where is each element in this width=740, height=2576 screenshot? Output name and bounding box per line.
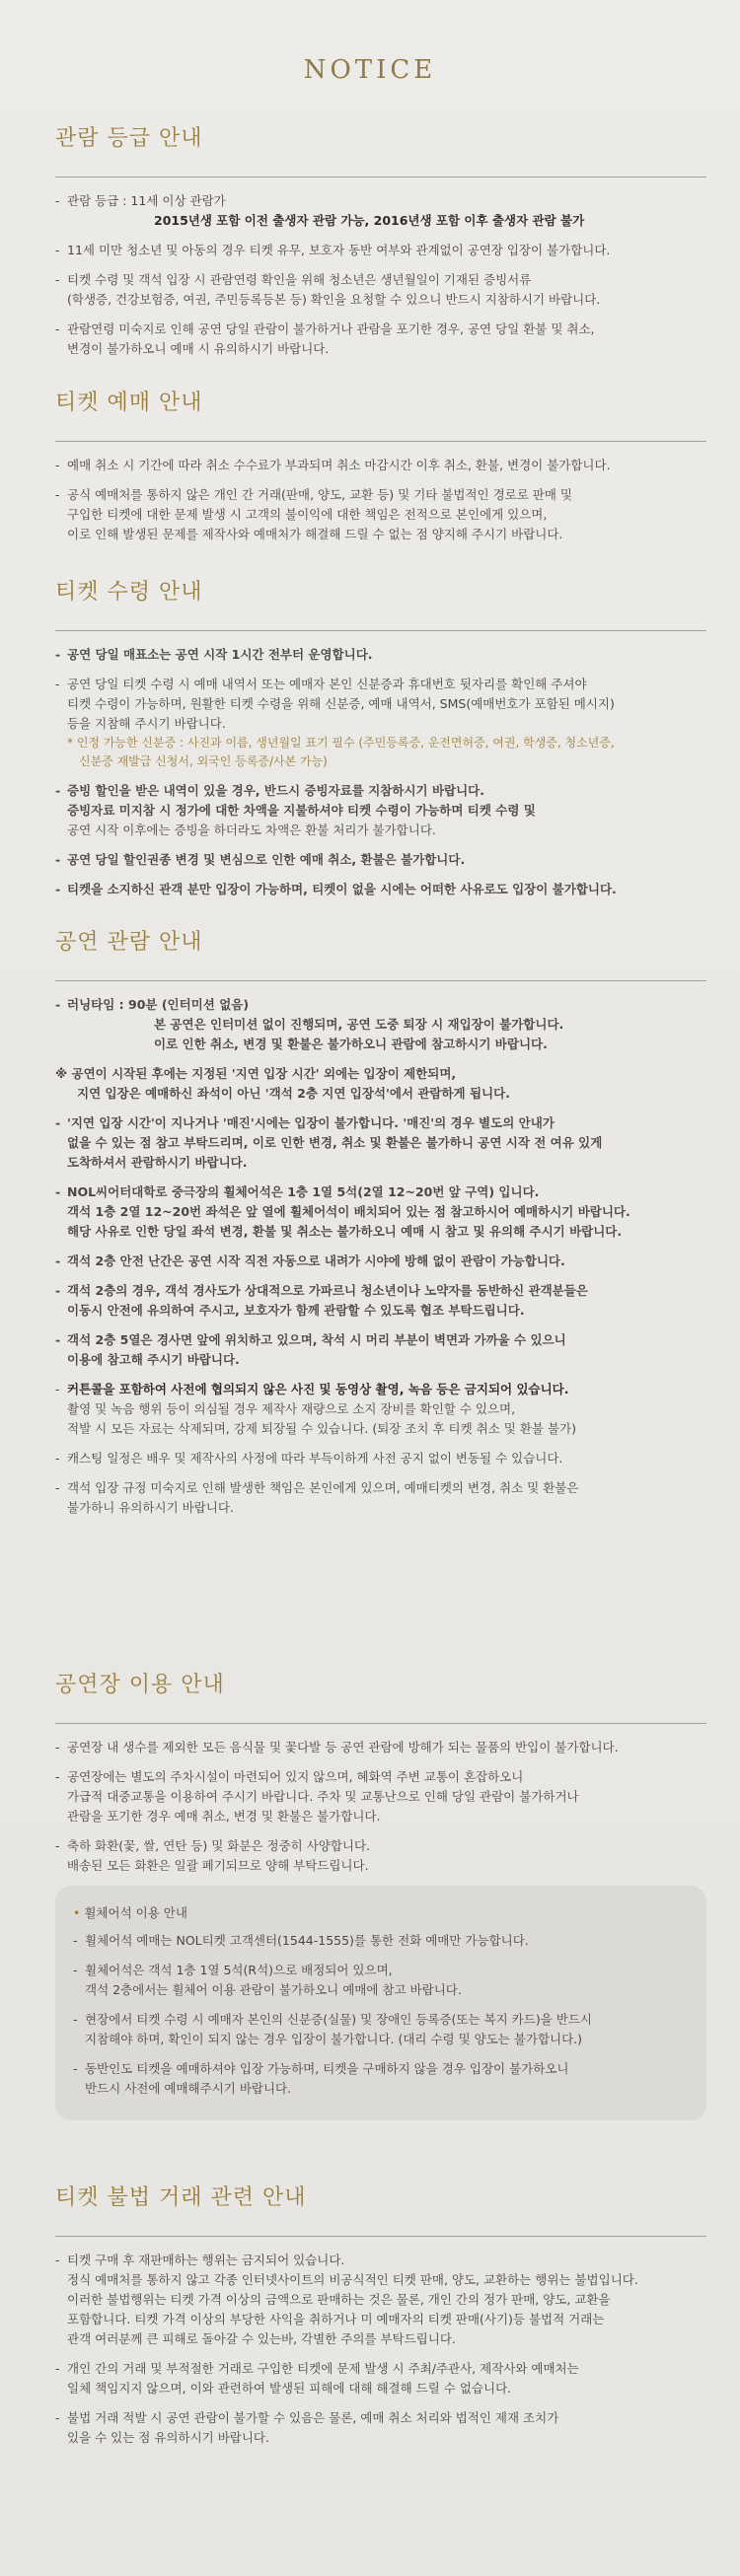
divider (55, 1723, 706, 1724)
section-title: 티켓 예매 안내 (55, 391, 203, 415)
item-text: 객석 2층에서는 휠체어 이용 관람이 불가하오니 예매에 참고 바랍니다. (85, 1982, 462, 1997)
list-item (73, 2059, 689, 2099)
item-text: - 축하 화환(꽃, 쌀, 연탄 등) 및 화분은 정중히 사양합니다. (67, 1838, 371, 1853)
runtime: - 러닝타임 : 90분 (인터미션 없음) (67, 997, 250, 1012)
id-note: 신분증 재발급 신청서, 외국인 등록증/사본 가능) (79, 754, 328, 768)
list-item (55, 320, 706, 359)
item-text: 변경이 불가하오니 예매 시 유의하시기 바랍니다. (67, 341, 330, 356)
section-rating (55, 123, 706, 369)
item-text: 공연 당일 매표소는 공연 시작 1시간 전부터 운영합니다. (67, 647, 373, 662)
list-item (55, 880, 706, 899)
list-item (55, 456, 706, 475)
list-item (55, 1836, 706, 1876)
list-item (55, 1113, 706, 1173)
item-text: - 커튼콜을 포함하여 사전에 협의되지 않은 사진 및 동영상 촬영, 녹음 등은 금지되어 있습니다. (67, 1382, 569, 1396)
item-text: 공연 시작 이후에는 증빙을 하더라도 차액은 환불 처리가 불가합니다. (67, 823, 436, 837)
item-text: 이로 인한 취소, 변경 및 환불은 불가하오니 관람에 참고하시기 바랍니다. (154, 1037, 548, 1051)
list-item (55, 2359, 706, 2398)
section-ticket-pickup (55, 577, 706, 909)
item-text: - 객석 입장 규정 미숙지로 인해 발생한 책임은 본인에게 있으며, 예매티켓의 변경, 취소 및 환불은 (67, 1480, 579, 1495)
item-text: 배송된 모든 화환은 일괄 폐기되므로 양해 부탁드립니다. (67, 1858, 369, 1873)
list-item (55, 1478, 706, 1518)
divider (55, 177, 706, 178)
list-item (55, 1281, 706, 1321)
item-text: 객석 2층 안전 난간은 공연 시작 직전 자동으로 내려가 시야에 방해 없이 관람이 가능합니다. (67, 1253, 565, 1268)
item-text: - '지연 입장 시간'이 지나거나 '매진'시에는 입장이 불가합니다. '매진'의 경우 별도의 안내가 (67, 1115, 555, 1130)
item-text: 11세 미만 청소년 및 아동의 경우 티켓 유무, 보호자 동반 여부와 관계없이 공연장 입장이 불가합니다. (67, 243, 611, 257)
item-text: - 관람연령 미숙지로 인해 공연 당일 관람이 불가하거나 관람을 포기한 경우, 공연 당일 환불 및 취소, (67, 322, 595, 336)
item-text: - NOL씨어터대학로 중극장의 휠체어석은 1층 1열 5석(2열 12~20번 앞 구역) 입니다. (67, 1184, 540, 1199)
item-text: - 동반인도 티켓을 예매하셔야 입장 가능하며, 티켓을 구매하지 않을 경우 입장이 불가하오니 (85, 2061, 569, 2076)
list-item (55, 1064, 706, 1104)
section-illegal-trade (55, 2182, 706, 2458)
item-text: (학생증, 건강보험증, 여권, 주민등록등본 등) 확인을 요청할 수 있으니 반드시 지참하시기 바랍니다. (67, 292, 601, 307)
item-text: - 불법 거래 적발 시 공연 관람이 불가할 수 있음은 물론, 예매 취소 처리와 법적인 제재 조치가 (67, 2410, 559, 2425)
section-title: 관람 등급 안내 (55, 126, 203, 151)
item-text: 증빙자료 미지참 시 정가에 대한 차액을 지불하셔야 티켓 수령이 가능하며 티켓 수령 및 (67, 803, 536, 818)
item-text: 지연 입장은 예매하신 좌석이 아닌 '객석 2층 지연 입장석'에서 관람하게 됩니다. (77, 1086, 510, 1101)
section-viewing (55, 927, 706, 1528)
rating-label: - 관람 등급 : 11세 이상 관람가 (67, 193, 226, 208)
divider (55, 2236, 706, 2237)
item-text: 이동시 안전에 유의하여 주시고, 보호자가 함께 관람할 수 있도록 협조 부탁드립니다. (67, 1303, 525, 1318)
item-text: - 티켓 구매 후 재판매하는 행위는 금지되어 있습니다. (67, 2253, 345, 2267)
list-item (55, 1330, 706, 1370)
item-text: 객석 1층 2열 12~20번 좌석은 앞 열에 휠체어석이 배치되어 있는 점 참고하시어 예매하시기 바랍니다. (67, 1204, 630, 1219)
id-note: * 인정 가능한 신분증 : 사진과 이름, 생년월일 표기 필수 (주민등록증, 운전면허증, 여권, 학생증, 청소년증, (67, 736, 615, 750)
item-text: 이러한 불법행위는 티켓 가격 이상의 금액으로 판매하는 것은 물론, 개인 간의 정가 판매, 양도, 교환을 (67, 2292, 611, 2307)
divider (55, 980, 706, 981)
item-text: 관객 여러분께 큰 피해로 돌아갈 수 있는바, 각별한 주의를 부탁드립니다. (67, 2331, 456, 2346)
item-text: 반드시 사전에 예매해주시기 바랍니다. (85, 2081, 292, 2096)
item-text: 예매 취소 시 기간에 따라 취소 수수료가 부과되며 취소 마감시간 이후 취소, 환불, 변경이 불가합니다. (67, 458, 611, 472)
item-text: 관람을 포기한 경우 예매 취소, 변경 및 환불은 불가합니다. (67, 1809, 381, 1824)
item-text: 있을 수 있는 점 유의하시기 바랍니다. (67, 2430, 269, 2445)
list-item (55, 645, 706, 665)
item-text: - 객석 2층 5열은 경사면 앞에 위치하고 있으며, 착석 시 머리 부분이 벽면과 가까울 수 있으니 (67, 1332, 566, 1347)
list-item (55, 270, 706, 310)
item-text: - 티켓 수령 및 객석 입장 시 관람연령 확인을 위해 청소년은 생년월일이 기재된 증빙서류 (67, 272, 532, 287)
list-item (55, 485, 706, 544)
list-item (55, 850, 706, 870)
list-item (55, 241, 706, 260)
list-item (55, 1252, 706, 1271)
item-text: 지참해야 하며, 확인이 되지 않는 경우 입장이 불가합니다. (대리 수령 및 양도는 불가합니다.) (85, 2032, 583, 2046)
item-text: - 증빙 할인을 받은 내역이 있을 경우, 반드시 증빙자료를 지참하시기 바랍니다. (67, 783, 484, 798)
item-text: 이로 인해 발생된 문제를 제작사와 예매처가 해결해 드릴 수 없는 점 양지해 주시기 바랍니다. (67, 527, 563, 541)
item-text: 공연 당일 할인권종 변경 및 변심으로 인한 예매 취소, 환불은 불가합니다. (67, 852, 466, 867)
item-text: - 휠체어석은 객석 1층 1열 5석(R석)으로 배정되어 있으며, (85, 1963, 393, 1977)
item-text: - 현장에서 티켓 수령 시 예매자 본인의 신분증(실물) 및 장애인 등록증(또는 복지 카드)을 반드시 (85, 2012, 592, 2027)
list-item (55, 1449, 706, 1468)
item-text: 해당 사유로 인한 당일 좌석 변경, 환불 및 취소는 불가하오니 예매 시 참고 및 유의해 주시기 바랍니다. (67, 1224, 623, 1239)
item-text: 구입한 티켓에 대한 문제 발생 시 고객의 불이익에 대한 책임은 전적으로 본인에게 있으며, (67, 507, 548, 522)
item-text: 정식 예매처를 통하지 않고 각종 인터넷사이트의 비공식적인 티켓 판매, 양도, 교환하는 행위는 불법입니다. (67, 2272, 638, 2287)
section-venue (55, 1670, 706, 2120)
item-text: 가급적 대중교통을 이용하여 주시기 바랍니다. 주차 및 교통난으로 인해 당일 관람이 불가하거나 (67, 1789, 579, 1804)
section-title: 공연 관람 안내 (55, 930, 203, 955)
item-text: 티켓을 소지하신 관객 분만 입장이 가능하며, 티켓이 없을 시에는 어떠한 사유로도 입장이 불가합니다. (67, 882, 617, 896)
list-item (55, 2251, 706, 2349)
divider (55, 630, 706, 631)
item-text: 공연장 내 생수를 제외한 모든 음식물 및 꽃다발 등 공연 관람에 방해가 되는 물품의 반입이 불가합니다. (67, 1740, 619, 1754)
section-booking (55, 388, 706, 554)
item-text: - 공연 당일 티켓 수령 시 예매 내역서 또는 예매자 본인 신분증과 휴대번호 뒷자리를 확인해 주셔야 (67, 677, 587, 691)
box-title: • 휠체어석 이용 안내 (73, 1903, 689, 1921)
item-text: 없을 수 있는 점 참고 부탁드리며, 이로 인한 변경, 취소 및 환불은 불가하니 공연 시작 전 여유 있게 (67, 1135, 603, 1150)
list-item (55, 675, 706, 771)
section-title: 티켓 수령 안내 (55, 580, 203, 605)
divider (55, 441, 706, 442)
item-text: 촬영 및 녹음 행위 등이 의심될 경우 제작사 재량으로 소지 장비를 확인할 수 있으며, (67, 1401, 516, 1416)
list-item (73, 1961, 689, 2000)
section-title: 티켓 불법 거래 관련 안내 (55, 2185, 307, 2210)
section-title: 공연장 이용 안내 (55, 1673, 225, 1697)
rating-detail: 2015년생 포함 이전 출생자 관람 가능, 2016년생 포함 이후 출생자 관람 불가 (154, 213, 585, 228)
item-text: 캐스팅 일정은 배우 및 제작사의 사정에 따라 부득이하게 사전 공지 없이 변동될 수 있습니다. (67, 1451, 563, 1466)
list-item (73, 1931, 689, 1951)
item-text: 적발 시 모든 자료는 삭제되며, 강제 퇴장될 수 있습니다. (퇴장 조치 후 티켓 취소 및 환불 불가) (67, 1421, 576, 1436)
item-text: 일체 책임지지 않으며, 이와 관련하여 발생된 피해에 대해 해결해 드릴 수 없습니다. (67, 2381, 512, 2396)
list-item (55, 1380, 706, 1439)
wheelchair-info-box (55, 1886, 706, 2120)
list-item (55, 995, 706, 1054)
notice-title: NOTICE (303, 55, 437, 85)
item-text: - 공연장에는 별도의 주차시설이 마련되어 있지 않으며, 혜화역 주변 교통이 혼잡하오니 (67, 1769, 524, 1784)
item-text: - 개인 간의 거래 및 부적절한 거래로 구입한 티켓에 문제 발생 시 주최/주관사, 제작사와 예매처는 (67, 2361, 579, 2376)
item-text: - 공식 예매처를 통하지 않은 개인 간 거래(판매, 양도, 교환 등) 및 기타 불법적인 경로로 판매 및 (67, 487, 573, 502)
list-item (55, 1182, 706, 1242)
item-text: 등을 지참해 주시기 바랍니다. (67, 716, 226, 731)
list-item (55, 1767, 706, 1826)
item-text: 불가하니 유의하시기 바랍니다. (67, 1500, 234, 1515)
item-text: 포함합니다. 티켓 가격 이상의 부당한 사익을 취하거나 미 예매자의 티켓 판매(사기)등 불법적 거래는 (67, 2312, 605, 2326)
list-item (55, 781, 706, 840)
item-text: 이용에 참고해 주시기 바랍니다. (67, 1352, 240, 1367)
item-text: 본 공연은 인터미션 없이 진행되며, 공연 도중 퇴장 시 재입장이 불가합니다. (154, 1017, 564, 1032)
item-text: 티켓 수령이 가능하며, 원활한 티켓 수령을 위해 신분증, 예매 내역서, SMS(예매번호가 포함된 메시지) (67, 696, 615, 711)
list-item (73, 2010, 689, 2049)
list-item (55, 191, 706, 231)
list-item (55, 2408, 706, 2448)
item-text: 휠체어석 예매는 NOL티켓 고객센터(1544-1555)를 통한 전화 예매만 가능합니다. (85, 1933, 529, 1948)
item-text: - 객석 2층의 경우, 객석 경사도가 상대적으로 가파르니 청소년이나 노약자를 동반하신 관객분들은 (67, 1283, 588, 1298)
item-text: 도착하셔서 관람하시기 바랍니다. (67, 1155, 248, 1170)
list-item (55, 1738, 706, 1757)
item-text: ※ 공연이 시작된 후에는 지정된 '지연 입장 시간' 외에는 입장이 제한되며, (55, 1066, 457, 1081)
